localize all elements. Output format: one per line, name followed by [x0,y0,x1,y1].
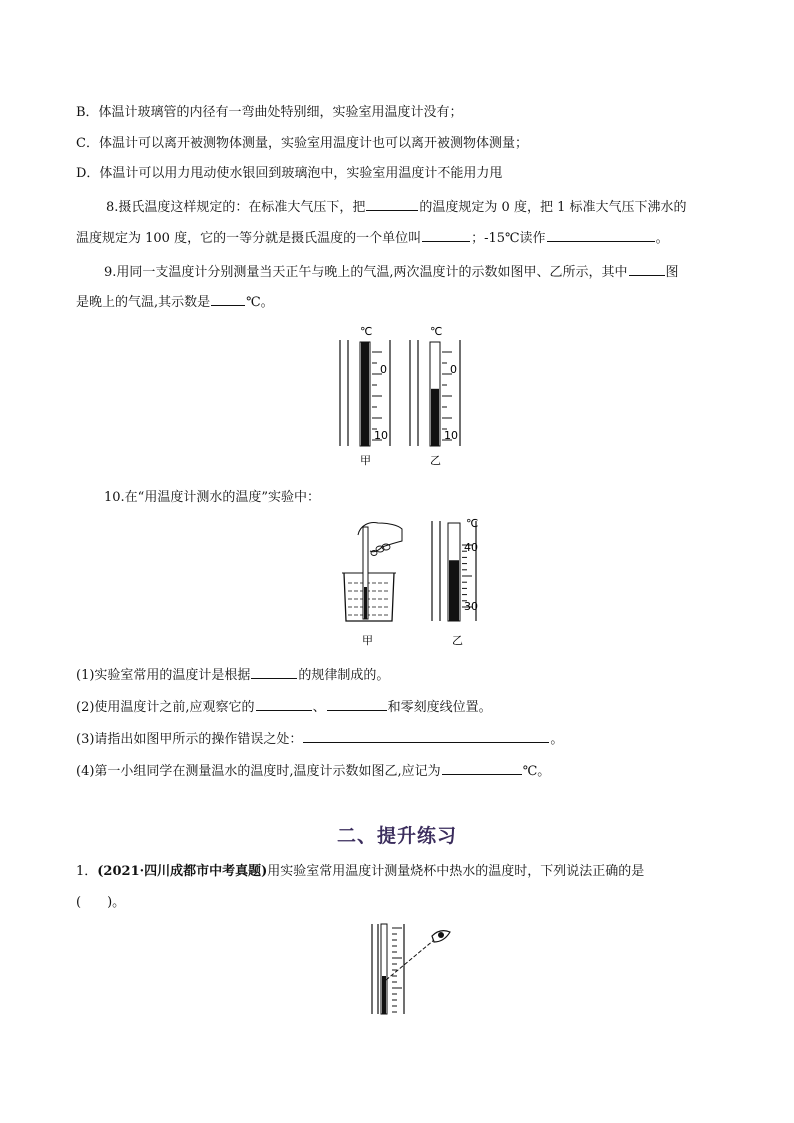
q8-text: 的温度规定为 0 度，把 1 标准大气压下沸水的 [419,200,687,215]
q10-part4 [76,761,550,781]
improve-q1-line2: ( )。 [76,895,126,910]
q8-line1 [106,197,686,217]
figure-label-jia: 甲 [360,454,371,467]
question-number: 1． [76,864,98,879]
liquid-column [449,560,459,621]
section-title: 二、提升练习 [336,825,457,847]
q10-part2 [76,697,492,717]
figure-label-yi: 乙 [430,454,441,467]
answer-blank[interactable] [256,697,312,711]
figure-label-jia: 甲 [362,634,373,647]
q8-text: 8.摄氏温度这样规定的：在标准大气压下，把 [106,200,366,215]
question-text: 用实验室常用温度计测量烧杯中热水的温度时，下列说法正确的是 [267,864,645,879]
eye-icon [432,931,450,942]
unit-label: ℃ [466,517,479,530]
q10-text: (2)使用温度计之前,应观察它的 [76,700,255,715]
q8-text: ；-15℃读作 [471,231,546,246]
q10-text: (3)请指出如图甲所示的操作错误之处： [76,732,303,747]
option-b: B．体温计玻璃管的内径有一弯曲处特别细，实验室用温度计没有； [76,105,463,120]
tick-label-zero: 0 [450,363,457,376]
q10-text: 。 [550,732,564,747]
q9-text: ℃。 [246,295,274,310]
answer-blank[interactable] [327,697,387,711]
improve-q1-line1 [76,863,644,881]
answer-blank[interactable] [547,228,655,242]
liquid-column [431,389,439,446]
q9-line2 [76,292,274,312]
thermometer-jia [340,325,390,467]
unit-label: ℃ [360,325,373,338]
liquid-column [361,342,369,446]
q10-stem: 10.在“用温度计测水的温度”实验中： [104,490,320,505]
tick-label-ten: 10 [374,429,388,442]
q8-text: 。 [655,231,669,246]
q10-figure [336,515,496,651]
reading-thermometer [432,517,478,647]
q8-text: 温度规定为 100 度，它的一等分就是摄氏温度的一个单位叫 [76,231,422,246]
q10-text: ℃。 [522,764,551,779]
q8-line2 [76,228,669,248]
option-c: C．体温计可以离开被测物体测量，实验室用温度计也可以离开被测物体测量； [76,136,528,151]
q10-text: 的规律制成的。 [298,668,390,683]
tick-label-zero: 0 [380,363,387,376]
q9-text: 9.用同一支温度计分别测量当天正午与晚上的气温,两次温度计的示数如图甲、乙所示，其中 [104,265,628,280]
question-source: (2021·四川成都市中考真题) [97,864,268,879]
q9-thermometer-figure [334,322,474,470]
q9-line1 [104,262,679,282]
unit-label: ℃ [430,325,443,338]
tick-label-30: 30 [464,600,478,613]
q9-text: 图 [665,265,679,280]
q10-part1 [76,665,389,685]
answer-blank[interactable] [303,729,549,743]
tick-label-40: 40 [464,541,478,554]
q10-part3 [76,729,563,749]
thermometer-yi [410,325,460,467]
figure-label-yi: 乙 [452,634,463,647]
option-d: D．体温计可以用力甩动使水银回到玻璃泡中，实验室用温度计不能用力甩 [76,166,503,181]
tick-label-ten: 10 [444,429,458,442]
answer-blank[interactable] [211,292,245,306]
answer-blank[interactable] [629,262,665,276]
answer-blank[interactable] [251,665,297,679]
answer-blank[interactable] [422,228,470,242]
q9-text: 是晚上的气温,其示数是 [76,295,211,310]
eye-reading-figure [364,922,460,1018]
q10-text: 、 [312,700,326,715]
q10-text: (1)实验室常用的温度计是根据 [76,668,251,683]
q10-text: (4)第一小组同学在测量温水的温度时,温度计示数如图乙,应记为 [76,764,441,779]
liquid-column [382,976,386,1014]
answer-blank[interactable] [442,761,522,775]
answer-blank[interactable] [366,197,418,211]
beaker-with-thermometer [342,523,402,648]
q10-text: 和零刻度线位置。 [387,700,492,715]
